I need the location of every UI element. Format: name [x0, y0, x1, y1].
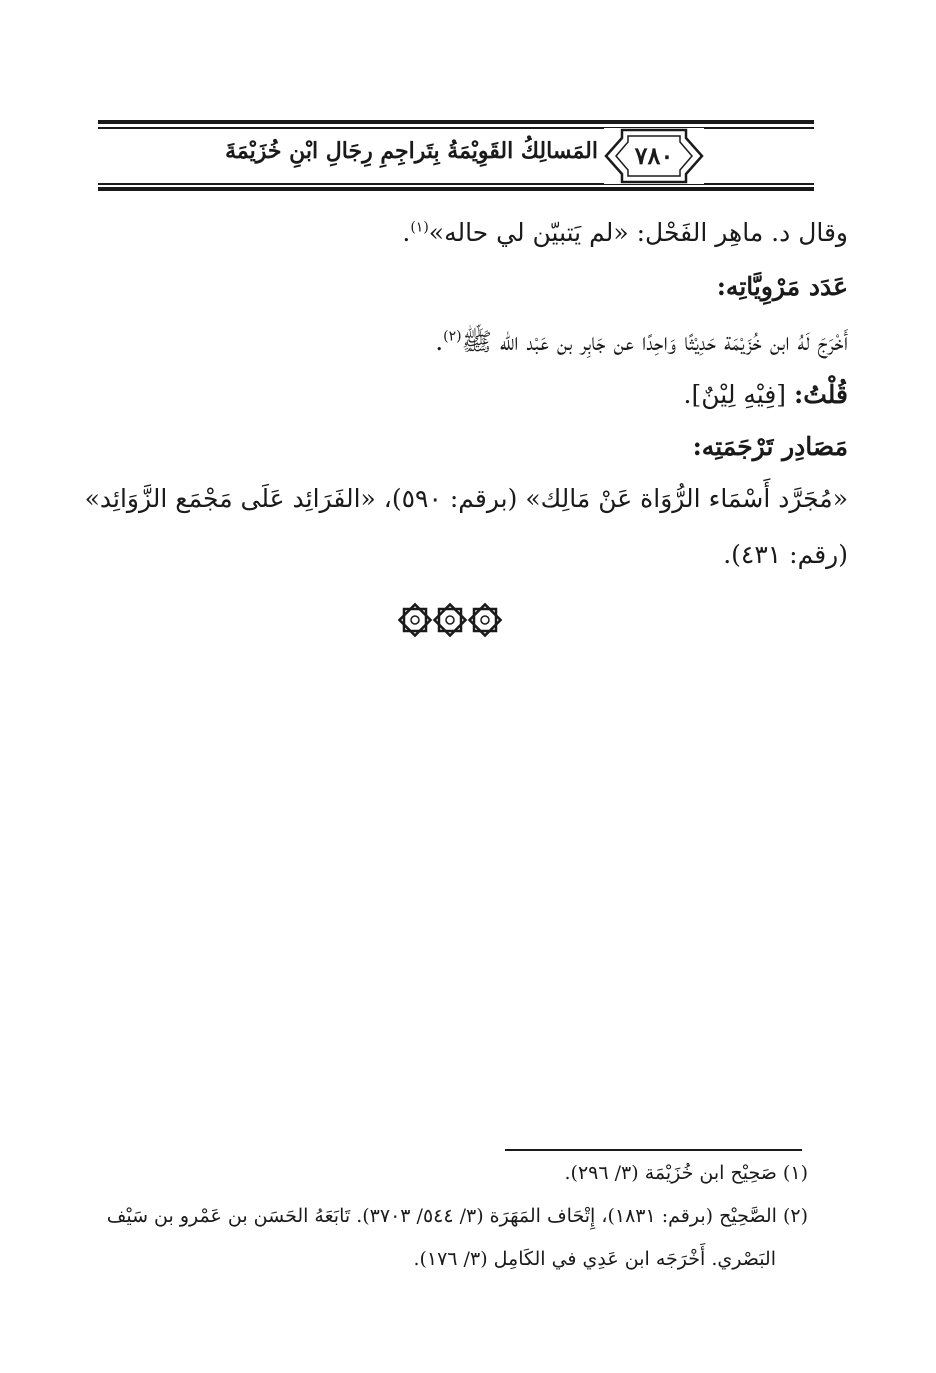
punctuation: .: [435, 327, 444, 356]
eight-point-star-ornament-icon: [399, 604, 430, 635]
header-rule: [98, 120, 814, 124]
eight-point-star-ornament-icon: [469, 604, 500, 635]
paragraph-line: [128, 326, 848, 363]
paragraph-line: [128, 218, 848, 247]
quote-text: وقال د. ماهِر الفَحْل: «لم يَتبيّن لي حاله»: [428, 218, 848, 247]
paragraph-line: [128, 380, 848, 409]
punctuation: .: [402, 218, 411, 247]
footnote-ref[interactable]: (٢): [443, 328, 462, 345]
header-rule: [98, 187, 814, 191]
sources-line: (رقم: ٤٣١).: [723, 540, 848, 569]
header-rule: [98, 183, 814, 185]
header-rule: [98, 127, 814, 129]
section-heading-narrations: عَدَد مَرْوِيَّاتِه:: [716, 272, 848, 301]
page-number: ٧٨٠: [634, 141, 674, 170]
book-title: المَسالِكُ القَوِيْمَةُ بِتَراجِمِ رِجَالِ ابْنِ خُزَيْمَةَ: [225, 138, 598, 164]
running-header: [98, 120, 814, 192]
footnote-2-continued: البَصْري. أَخْرَجَه ابن عَدِي في الكَامِل (٣/ ١٧٦).: [413, 1248, 776, 1270]
section-divider: [398, 600, 502, 640]
footnote-1: (١) صَحِيْح ابن خُزَيْمَة (٣/ ٢٩٦).: [564, 1162, 808, 1184]
eight-point-star-ornament-icon: [434, 604, 465, 635]
sources-line: «مُجَرَّد أَسْمَاء الرُّوَاة عَنْ مَالِك» (برقم: ٥٩٠)، «الفَرَائِد عَلَى مَجْمَع الزَّوَائِد»: [84, 484, 848, 513]
page-number-badge: [604, 128, 704, 184]
footnote-separator: [505, 1149, 802, 1151]
footnote-2: (٢) الصَّحِيْح (برقم: ١٨٣١)، إِتْحَاف المَهَرَة (٣/ ٥٤٤/ ٣٧٠٣). تَابَعَهُ الحَسَن بن عَمْرو بن سَيْف: [106, 1205, 808, 1227]
footnote-ref[interactable]: (١): [410, 219, 429, 236]
narration-text: أَخْرَجَ لَهُ ابن خُزَيْمَة حَدِيْثًا وَاحِدًا عن جَابِر بن عَبْد الله ﷺ: [461, 327, 848, 356]
qultu-label: قُلْتُ:: [793, 380, 848, 409]
section-heading-sources: مَصَادِر تَرْجَمَتِه:: [692, 432, 848, 461]
qultu-text: [فِيْهِ لِيْنٌ].: [683, 380, 794, 409]
